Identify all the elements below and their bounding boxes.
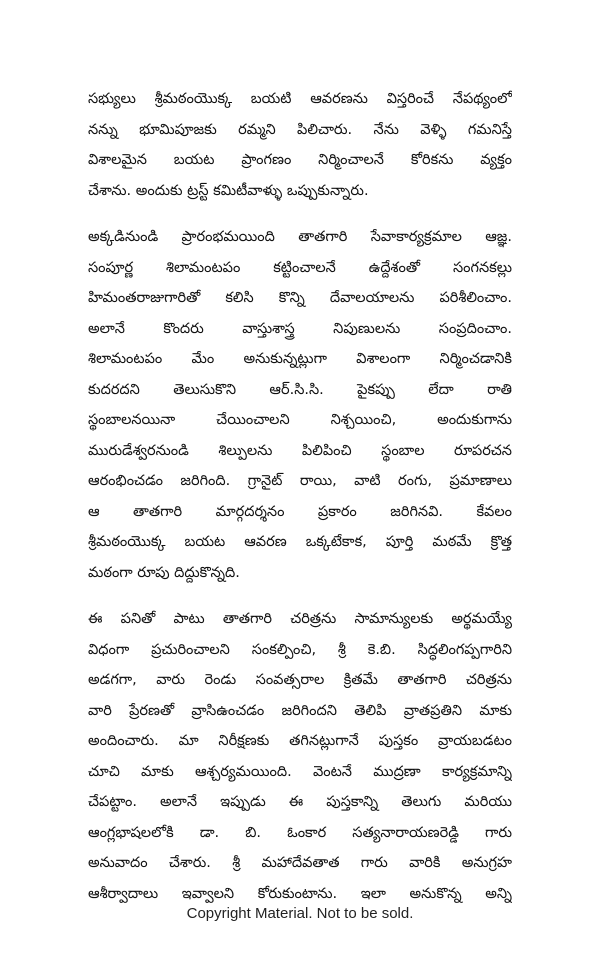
text-line: ఈ పనితో పాటు తాతగారి చరిత్రను సామాన్యులకు అర్థమయ్యే: [88, 611, 512, 627]
text-line: ఆశీర్వాదాలు ఇవ్వాలని కోరుకుంటాను. ఇలా అనుకొన్న అన్ని: [88, 885, 512, 902]
text-line: చేశాను. అందుకు ట్రస్ట్ కమిటీవాళ్ళు ఒప్పుకున్నారు.: [88, 182, 369, 199]
text-line: చూచి మాకు ఆశ్చర్యమయింది. వెంటనే ముద్రణా కార్యక్రమాన్ని: [88, 763, 512, 780]
paragraph: [88, 604, 512, 909]
text-line: ఆరంభించడం జరిగింది. గ్రానైట్ రాయి, వాటి రంగు, ప్రమాణాలు: [88, 473, 512, 489]
text-line: ఆ తాతగారి మార్గదర్శనం ప్రకారం జరిగినవి. కేవలం: [88, 503, 512, 520]
text-line: విధంగా ప్రచురించాలని సంకల్పించి, శ్రీ కె.బి. సిద్ధలింగప్పగారిని: [88, 641, 512, 658]
text-line: సభ్యులు శ్రీమఠంయొక్క బయటి ఆవరణను విస్తరించే నేపథ్యంలో: [88, 91, 512, 107]
page-body: [88, 84, 512, 925]
copyright-footer: Copyright Material. Not to be sold.: [186, 905, 414, 922]
paragraph: [88, 222, 512, 588]
paragraph: [88, 84, 512, 206]
text-line: కుదరదని తెలుసుకొని ఆర్.సి.సి. పైకప్పు లేదా రాతి: [88, 381, 512, 398]
text-line: శిలామంటపం మేం అనుకున్నట్లుగా విశాలంగా నిర్మించడానికి: [88, 351, 512, 367]
text-line: శ్రీమఠంయొక్క బయట ఆవరణ ఒక్కటేకాక, పూర్తి మఠమే క్రొత్త: [88, 534, 512, 550]
text-line: అలానే కొందరు వాస్తుశాస్త్ర నిపుణులను సంప్రదించాం.: [88, 320, 512, 337]
text-line: చేపట్టాం. అలానే ఇప్పుడు ఈ పుస్తకాన్ని తెలుగు మరియు: [88, 794, 512, 810]
text-line: అందించారు. మా నిరీక్షణకు తగినట్లుగానే పుస్తకం వ్రాయబడటం: [88, 733, 512, 749]
text-line: మఠంగా రూపు దిద్దుకొన్నది.: [88, 564, 240, 581]
text-line: అక్కడినుండి ప్రారంభమయింది తాతగారి సేవాకార్యక్రమాల ఆజ్ఞ.: [88, 229, 512, 245]
text-line: హిమంతరాజుగారితో కలిసి కొన్ని దేవాలయాలను పరిశీలించాం.: [88, 290, 512, 306]
text-line: విశాలమైన బయట ప్రాంగణం నిర్మించాలనే కోరికను వ్యక్తం: [88, 152, 512, 168]
text-line: నన్ను భూమిపూజకు రమ్మని పిలిచారు. నేను వెళ్ళి గమనిస్తే: [88, 121, 512, 138]
text-line: అడగగా, వారు రెండు సంవత్సరాల క్రితమే తాతగారి చరిత్రను: [88, 672, 512, 688]
text-line: అనువాదం చేశారు. శ్రీ మహాదేవతాత గారు వారికి అనుగ్రహ: [88, 855, 512, 871]
text-line: స్థంబాలనయినా చేయించాలని నిశ్చయించి, అందుకుగాను: [88, 412, 512, 428]
text-line: వారి ప్రేరణతో వ్రాసిఉంచడం జరిగిందని తెలిపి వ్రాతప్రతిని మాకు: [88, 702, 512, 719]
text-line: ఆంగ్లభాషలలోకి డా. బి. ఓంకార సత్యనారాయణరెడ్డి గారు: [88, 824, 512, 841]
text-line: సంపూర్ణ శిలామంటపం కట్టించాలనే ఉద్దేశంతో సంగనకల్లు: [88, 259, 512, 276]
text-line: మురుడేశ్వరనుండి శిల్పులను పిలిపించి స్థంబాల రూపరచన: [88, 442, 512, 459]
